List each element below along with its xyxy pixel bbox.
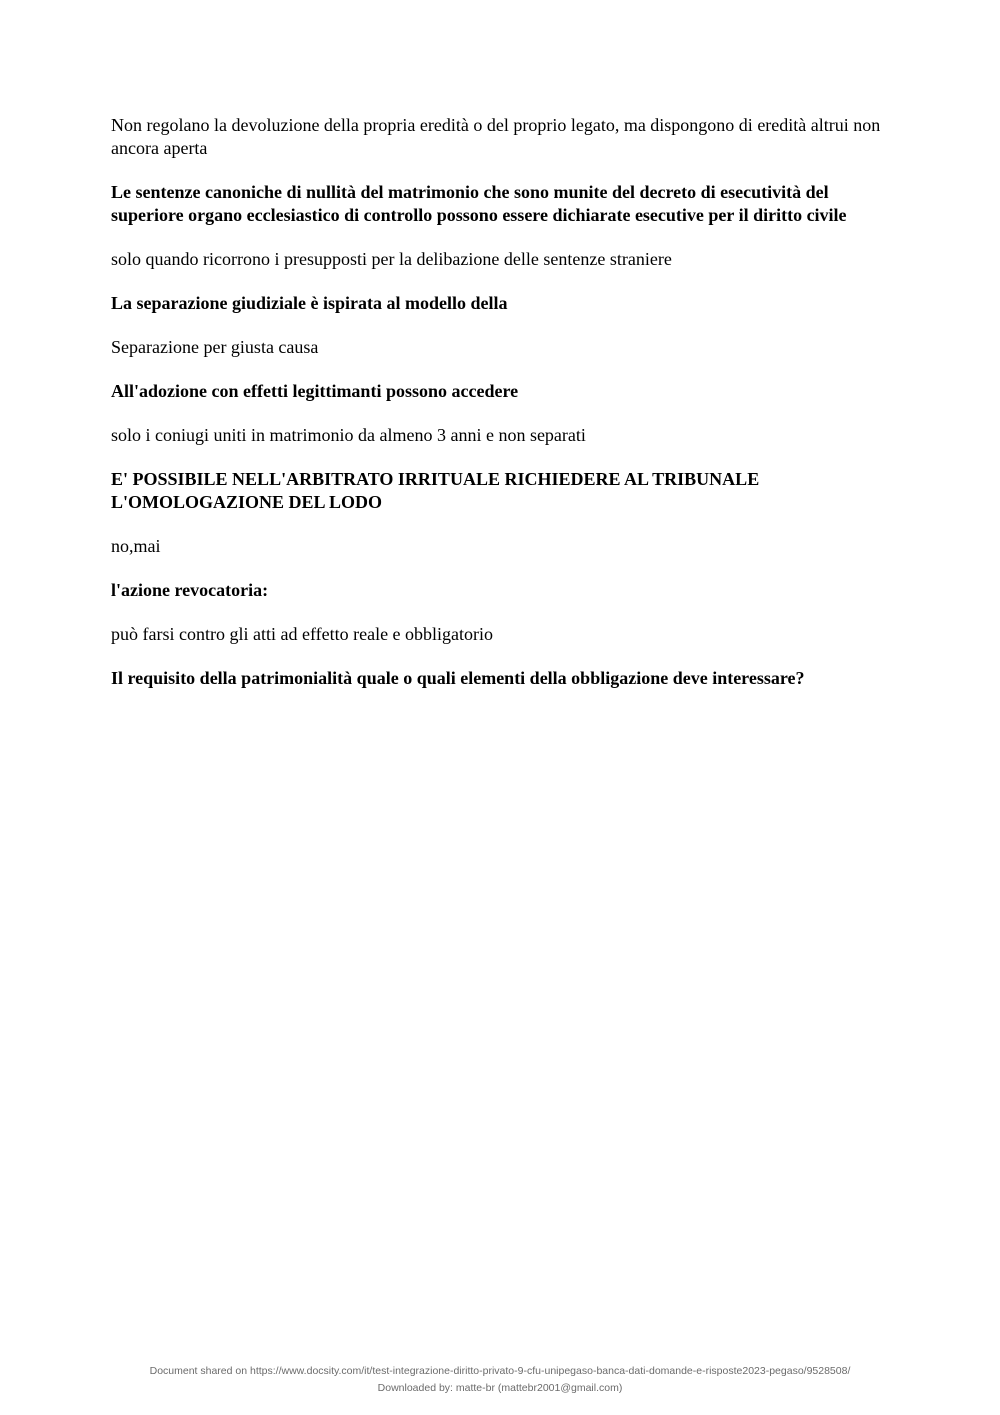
question-text: Il requisito della patrimonialità quale o quali elementi della obbligazione deve interessare? <box>111 668 805 688</box>
answer-text: può farsi contro gli atti ad effetto reale e obbligatorio <box>111 624 494 644</box>
question-text: All'adozione con effetti legittimanti possono accedere <box>111 381 519 401</box>
document-body <box>111 114 901 690</box>
answer-text: solo i coniugi uniti in matrimonio da almeno 3 anni e non separati <box>111 425 586 445</box>
question-text: E' POSSIBILE NELL'ARBITRATO IRRITUALE RICHIEDERE AL TRIBUNALE L'OMOLOGAZIONE DEL LODO <box>111 469 760 512</box>
question-text: La separazione giudiziale è ispirata al modello della <box>111 293 508 313</box>
answer-text: Non regolano la devoluzione della propria eredità o del proprio legato, ma dispongono di eredità altrui non ancora aperta <box>111 115 881 158</box>
answer-text: Separazione per giusta causa <box>111 337 319 357</box>
question-text: Le sentenze canoniche di nullità del matrimonio che sono munite del decreto di esecutività del superiore organo ecclesiastico di controllo possono essere dichiarate esecutive per il diritto civile <box>111 182 847 225</box>
answer-text: no,mai <box>111 536 161 556</box>
question-text: l'azione revocatoria: <box>111 580 269 600</box>
footer-downloaded-by: Downloaded by: matte-br (mattebr2001@gmail.com) <box>377 1382 623 1394</box>
footer-shared-link[interactable]: Document shared on https://www.docsity.com/it/test-integrazione-diritto-privato-9-cfu-unipegaso-banca-dati-domande-e-risposte2023-pegaso/9528508/ <box>149 1365 851 1377</box>
page-footer <box>0 1363 1000 1397</box>
answer-text: solo quando ricorrono i presupposti per la delibazione delle sentenze straniere <box>111 249 672 269</box>
